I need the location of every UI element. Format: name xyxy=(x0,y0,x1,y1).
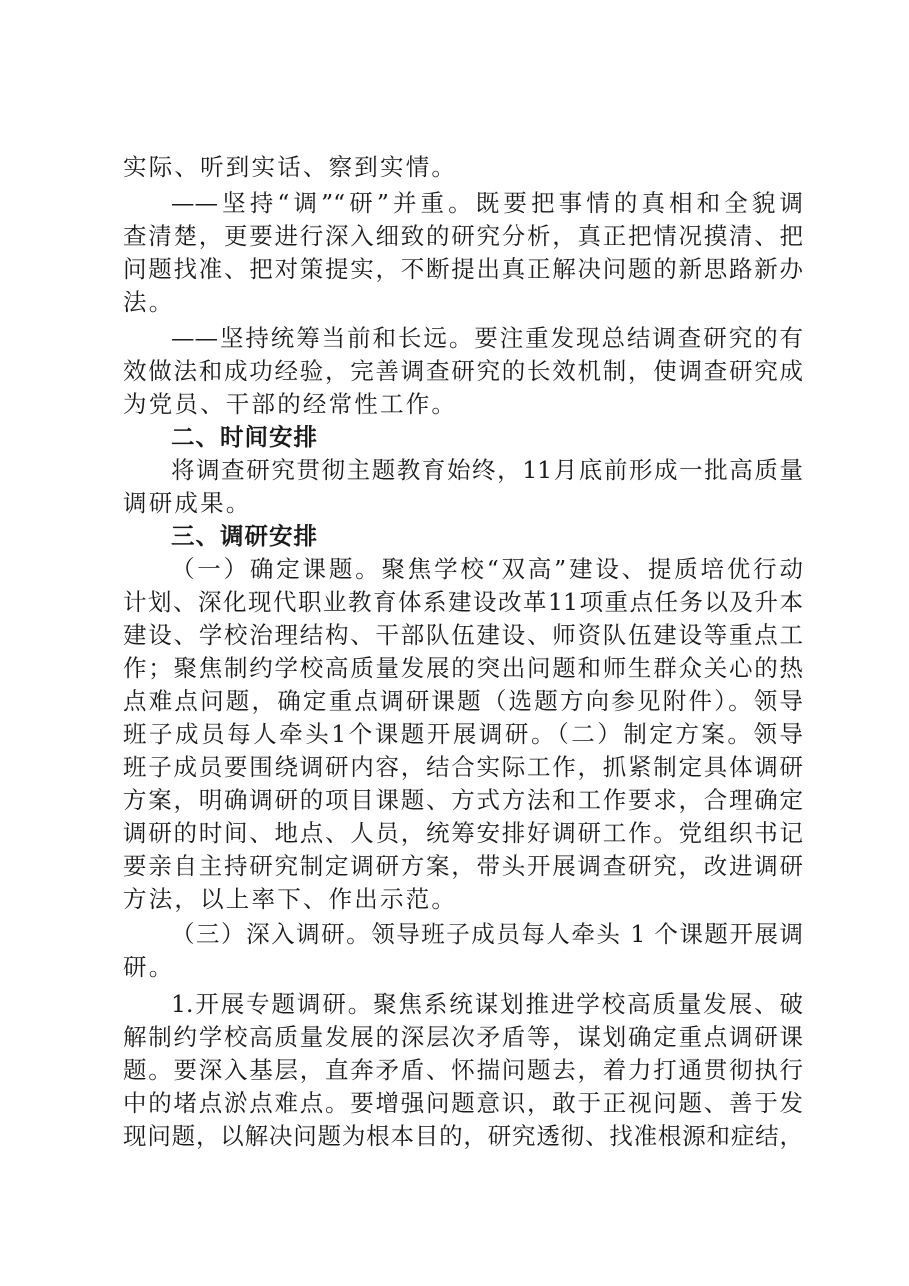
body-text-line: 现问题，以解决问题为根本目的，研究透彻、找准根源和症结， xyxy=(123,1122,803,1150)
section-heading: 二、时间安排 xyxy=(171,423,318,451)
body-text-line: 解制约学校高质量发展的深层次矛盾等，谋划确定重点调研课 xyxy=(123,1023,803,1051)
body-text-line: 作；聚焦制约学校高质量发展的突出问题和师生群众关心的热 xyxy=(123,654,803,682)
body-text-line: 效做法和成功经验，完善调查研究的长效机制，使调查研究成 xyxy=(123,357,803,385)
body-text-line: 中的堵点淤点难点。要增强问题意识，敢于正视问题、善于发 xyxy=(123,1089,803,1117)
body-text-line: 问题找准、把对策提实，不断提出真正解决问题的新思路新办 xyxy=(123,255,803,283)
body-text-line: ——坚持“调”“研”并重。既要把事情的真相和全貌调 xyxy=(171,189,803,217)
body-text-line: 计划、深化现代职业教育体系建设改革11项重点任务以及升本 xyxy=(123,588,803,616)
body-text-line: 将调查研究贯彻主题教育始终，11月底前形成一批高质量 xyxy=(171,456,803,484)
body-text-line: 题。要深入基层，直奔矛盾、怀揣问题去，着力打通贯彻执行 xyxy=(123,1056,803,1084)
body-text-line: 方法，以上率下、作出示范。 xyxy=(123,885,458,913)
body-text-line: 实际、听到实话、察到实情。 xyxy=(123,153,458,181)
body-text-line: 研。 xyxy=(123,953,175,981)
body-text-line: （三）深入调研。领导班子成员每人牵头 1 个课题开展调 xyxy=(171,920,803,948)
body-text-line: 班子成员每人牵头1个课题开展调研。（二）制定方案。领导 xyxy=(123,720,803,748)
body-text-line: 方案，明确调研的项目课题、方式方法和工作要求，合理确定 xyxy=(123,786,803,814)
body-text-line: 1.开展专题调研。聚焦系统谋划推进学校高质量发展、破 xyxy=(171,990,803,1018)
body-text-line: 为党员、干部的经常性工作。 xyxy=(123,390,458,418)
body-text-line: 调研成果。 xyxy=(123,489,252,517)
body-text-line: 查清楚，更要进行深入细致的研究分析，真正把情况摸清、把 xyxy=(123,222,803,250)
body-text-line: 要亲自主持研究制定调研方案，带头开展调查研究，改进调研 xyxy=(123,852,803,880)
body-text-line: 建设、学校治理结构、干部队伍建设、师资队伍建设等重点工 xyxy=(123,621,803,649)
section-heading: 三、调研安排 xyxy=(171,522,318,550)
body-text-line: （一）确定课题。聚焦学校“双高”建设、提质培优行动 xyxy=(171,555,803,583)
body-text-line: ——坚持统筹当前和长远。要注重发现总结调查研究的有 xyxy=(171,324,803,352)
body-text-line: 法。 xyxy=(123,288,175,316)
body-text-line: 点难点问题，确定重点调研课题（选题方向参见附件）。领导 xyxy=(123,687,803,715)
body-text-line: 调研的时间、地点、人员，统筹安排好调研工作。党组织书记 xyxy=(123,819,803,847)
body-text-line: 班子成员要围绕调研内容，结合实际工作，抓紧制定具体调研 xyxy=(123,753,803,781)
